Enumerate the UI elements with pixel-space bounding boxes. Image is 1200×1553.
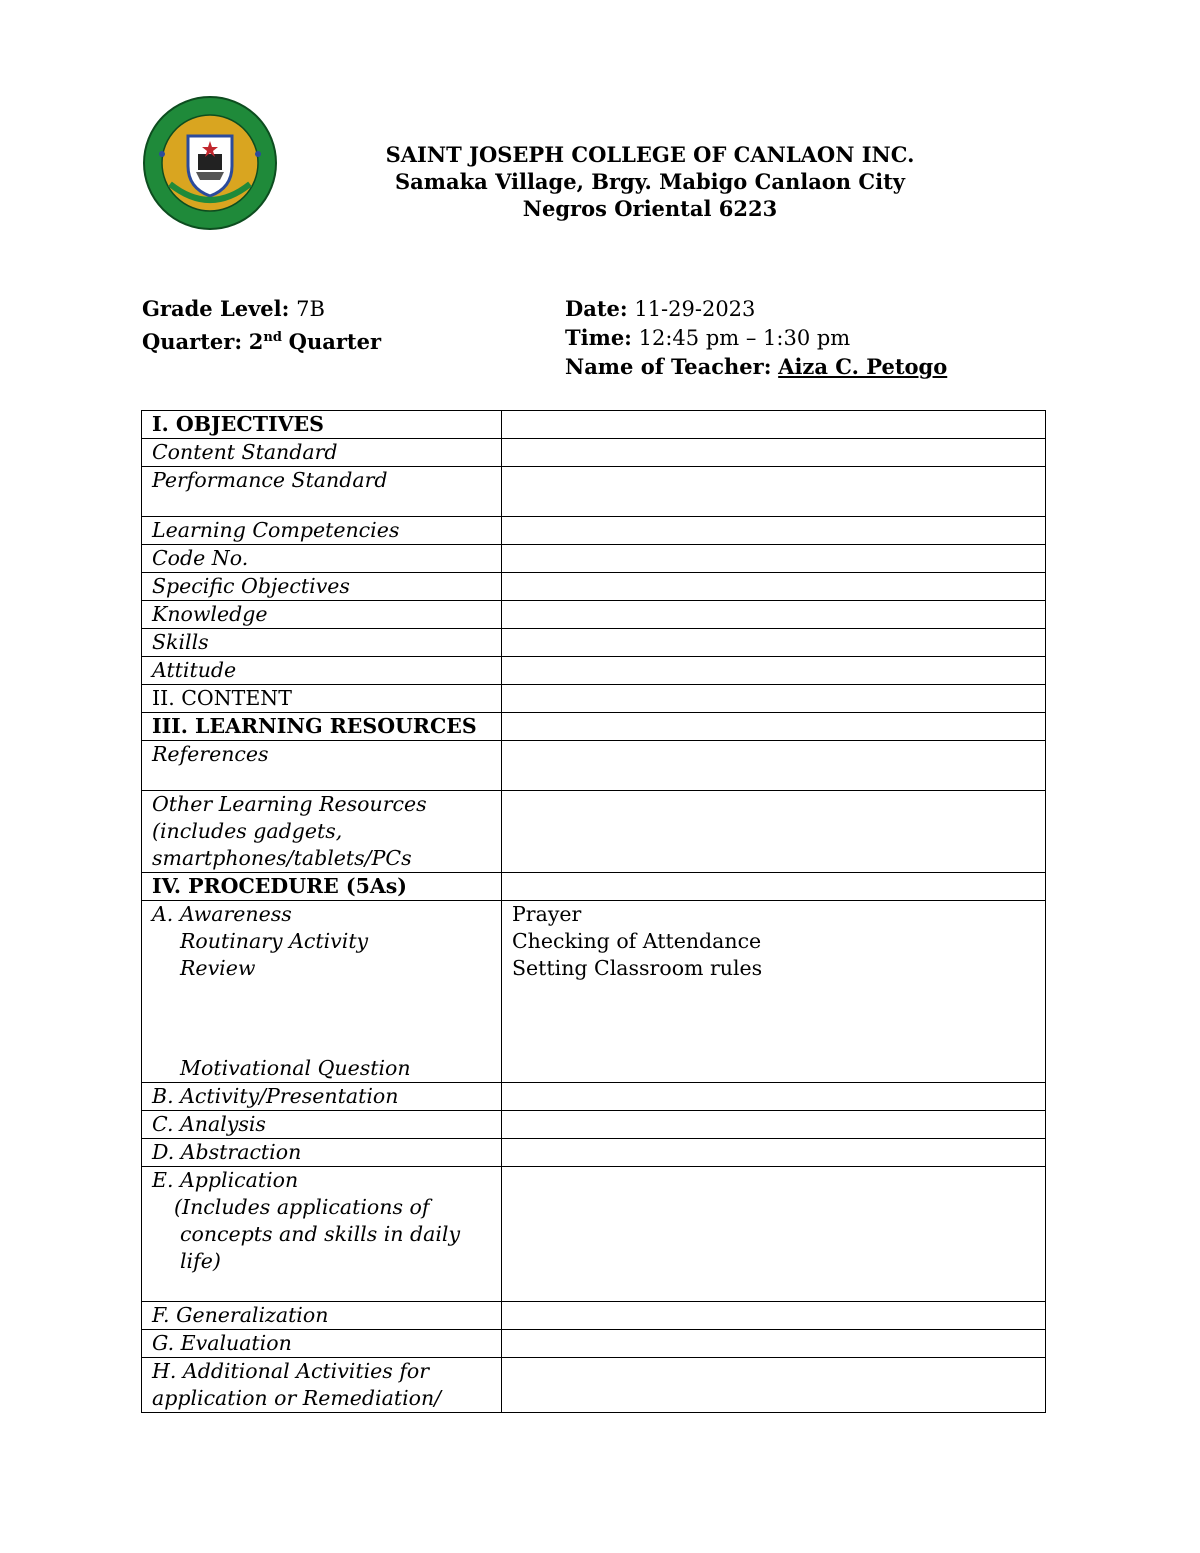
routinary-activity-label: Routinary Activity: [180, 929, 369, 953]
date-value: 11-29-2023: [634, 297, 756, 321]
activity-label: B. Activity/Presentation: [142, 1083, 502, 1111]
abstraction-label: D. Abstraction: [142, 1139, 502, 1167]
skills-label: Skills: [142, 629, 502, 657]
other-resources-line2: (includes gadgets,: [152, 819, 343, 843]
teacher: [565, 352, 947, 382]
additional-activities-cell[interactable]: [502, 1358, 1046, 1413]
grade-level-value: 7B: [296, 297, 325, 321]
review-label: Review: [180, 956, 256, 980]
time-label: Time:: [565, 325, 632, 350]
procedure-header: IV. PROCEDURE (5As): [142, 873, 502, 901]
analysis-label: C. Analysis: [142, 1111, 502, 1139]
knowledge-cell[interactable]: [502, 601, 1046, 629]
performance-standard-label: Performance Standard: [142, 467, 502, 517]
performance-standard-cell[interactable]: [502, 467, 1046, 517]
attitude-label: Attitude: [142, 657, 502, 685]
other-resources-label: [142, 791, 502, 873]
additional-activities-label: [142, 1358, 502, 1413]
activity-cell[interactable]: [502, 1083, 1046, 1111]
application-note-line3: life): [180, 1249, 221, 1273]
content-standard-label: Content Standard: [142, 439, 502, 467]
awareness-item-attendance: Checking of Attendance: [512, 929, 762, 953]
application-label: [142, 1167, 502, 1302]
quarter: [142, 323, 381, 357]
other-resources-line1: Other Learning Resources: [152, 792, 427, 816]
table-row: [142, 517, 1046, 545]
additional-activities-line1: H. Additional Activities for: [152, 1359, 430, 1383]
date-label: Date:: [565, 296, 628, 321]
grade-level: [142, 294, 325, 324]
table-row: [142, 573, 1046, 601]
awareness-cell[interactable]: [502, 901, 1046, 1083]
grade-level-label: Grade Level:: [142, 296, 290, 321]
generalization-label: F. Generalization: [142, 1302, 502, 1330]
learning-resources-header: III. LEARNING RESOURCES: [142, 713, 502, 741]
time-value: 12:45 pm – 1:30 pm: [638, 326, 851, 350]
table-row: [142, 685, 1046, 713]
table-row: [142, 439, 1046, 467]
skills-cell[interactable]: [502, 629, 1046, 657]
table-row: [142, 629, 1046, 657]
content-label: II. CONTENT: [142, 685, 502, 713]
content-cell[interactable]: [502, 685, 1046, 713]
table-row: [142, 411, 1046, 439]
references-label: References: [142, 741, 502, 791]
content-standard-cell[interactable]: [502, 439, 1046, 467]
teacher-label: Name of Teacher:: [565, 354, 772, 379]
application-cell[interactable]: [502, 1167, 1046, 1302]
procedure-cell[interactable]: [502, 873, 1046, 901]
motivational-question-label: Motivational Question: [180, 1056, 411, 1080]
generalization-cell[interactable]: [502, 1302, 1046, 1330]
table-row: [142, 545, 1046, 573]
specific-objectives-cell[interactable]: [502, 573, 1046, 601]
knowledge-label: Knowledge: [142, 601, 502, 629]
code-no-label: Code No.: [142, 545, 502, 573]
table-row: [142, 467, 1046, 517]
teacher-name: Aiza C. Petogo: [778, 354, 948, 379]
table-row: [142, 741, 1046, 791]
specific-objectives-label: Specific Objectives: [142, 573, 502, 601]
other-resources-line3: smartphones/tablets/PCs: [152, 846, 412, 870]
analysis-cell[interactable]: [502, 1111, 1046, 1139]
code-no-cell[interactable]: [502, 545, 1046, 573]
awareness-label: [142, 901, 502, 1083]
quarter-suffix: nd: [263, 330, 282, 345]
school-address-line1: Samaka Village, Brgy. Mabigo Canlaon City: [395, 169, 905, 194]
table-row: [142, 657, 1046, 685]
school-name: SAINT JOSEPH COLLEGE OF CANLAON INC.: [385, 142, 915, 167]
school-address-line2: Negros Oriental 6223: [522, 196, 778, 221]
table-row: [142, 1167, 1046, 1302]
additional-activities-line2: application or Remediation/: [152, 1386, 442, 1410]
table-row: [142, 1083, 1046, 1111]
evaluation-label: G. Evaluation: [142, 1330, 502, 1358]
date: [565, 294, 755, 324]
references-cell[interactable]: [502, 741, 1046, 791]
quarter-number: 2: [248, 329, 264, 354]
application-note-line1: (Includes applications of: [174, 1195, 430, 1219]
objectives-header: I. OBJECTIVES: [142, 411, 502, 439]
quarter-label: Quarter:: [142, 329, 243, 354]
table-row: [142, 1358, 1046, 1413]
time: [565, 323, 850, 353]
table-row: [142, 713, 1046, 741]
table-row: [142, 1302, 1046, 1330]
learning-resources-cell[interactable]: [502, 713, 1046, 741]
table-row: [142, 873, 1046, 901]
attitude-cell[interactable]: [502, 657, 1046, 685]
awareness-item-prayer: Prayer: [512, 902, 582, 926]
objectives-cell[interactable]: [502, 411, 1046, 439]
awareness-title: A. Awareness: [152, 902, 292, 926]
application-note-line2: concepts and skills in daily: [180, 1222, 461, 1246]
evaluation-cell[interactable]: [502, 1330, 1046, 1358]
table-row: [142, 601, 1046, 629]
table-row: [142, 791, 1046, 873]
learning-competencies-label: Learning Competencies: [142, 517, 502, 545]
application-title: E. Application: [152, 1168, 299, 1192]
quarter-word: Quarter: [288, 329, 382, 354]
abstraction-cell[interactable]: [502, 1139, 1046, 1167]
other-resources-cell[interactable]: [502, 791, 1046, 873]
table-row: [142, 1111, 1046, 1139]
table-row: [142, 901, 1046, 1083]
awareness-item-rules: Setting Classroom rules: [512, 956, 763, 980]
table-row: [142, 1330, 1046, 1358]
learning-competencies-cell[interactable]: [502, 517, 1046, 545]
lesson-plan-table: [141, 410, 1046, 1413]
table-row: [142, 1139, 1046, 1167]
